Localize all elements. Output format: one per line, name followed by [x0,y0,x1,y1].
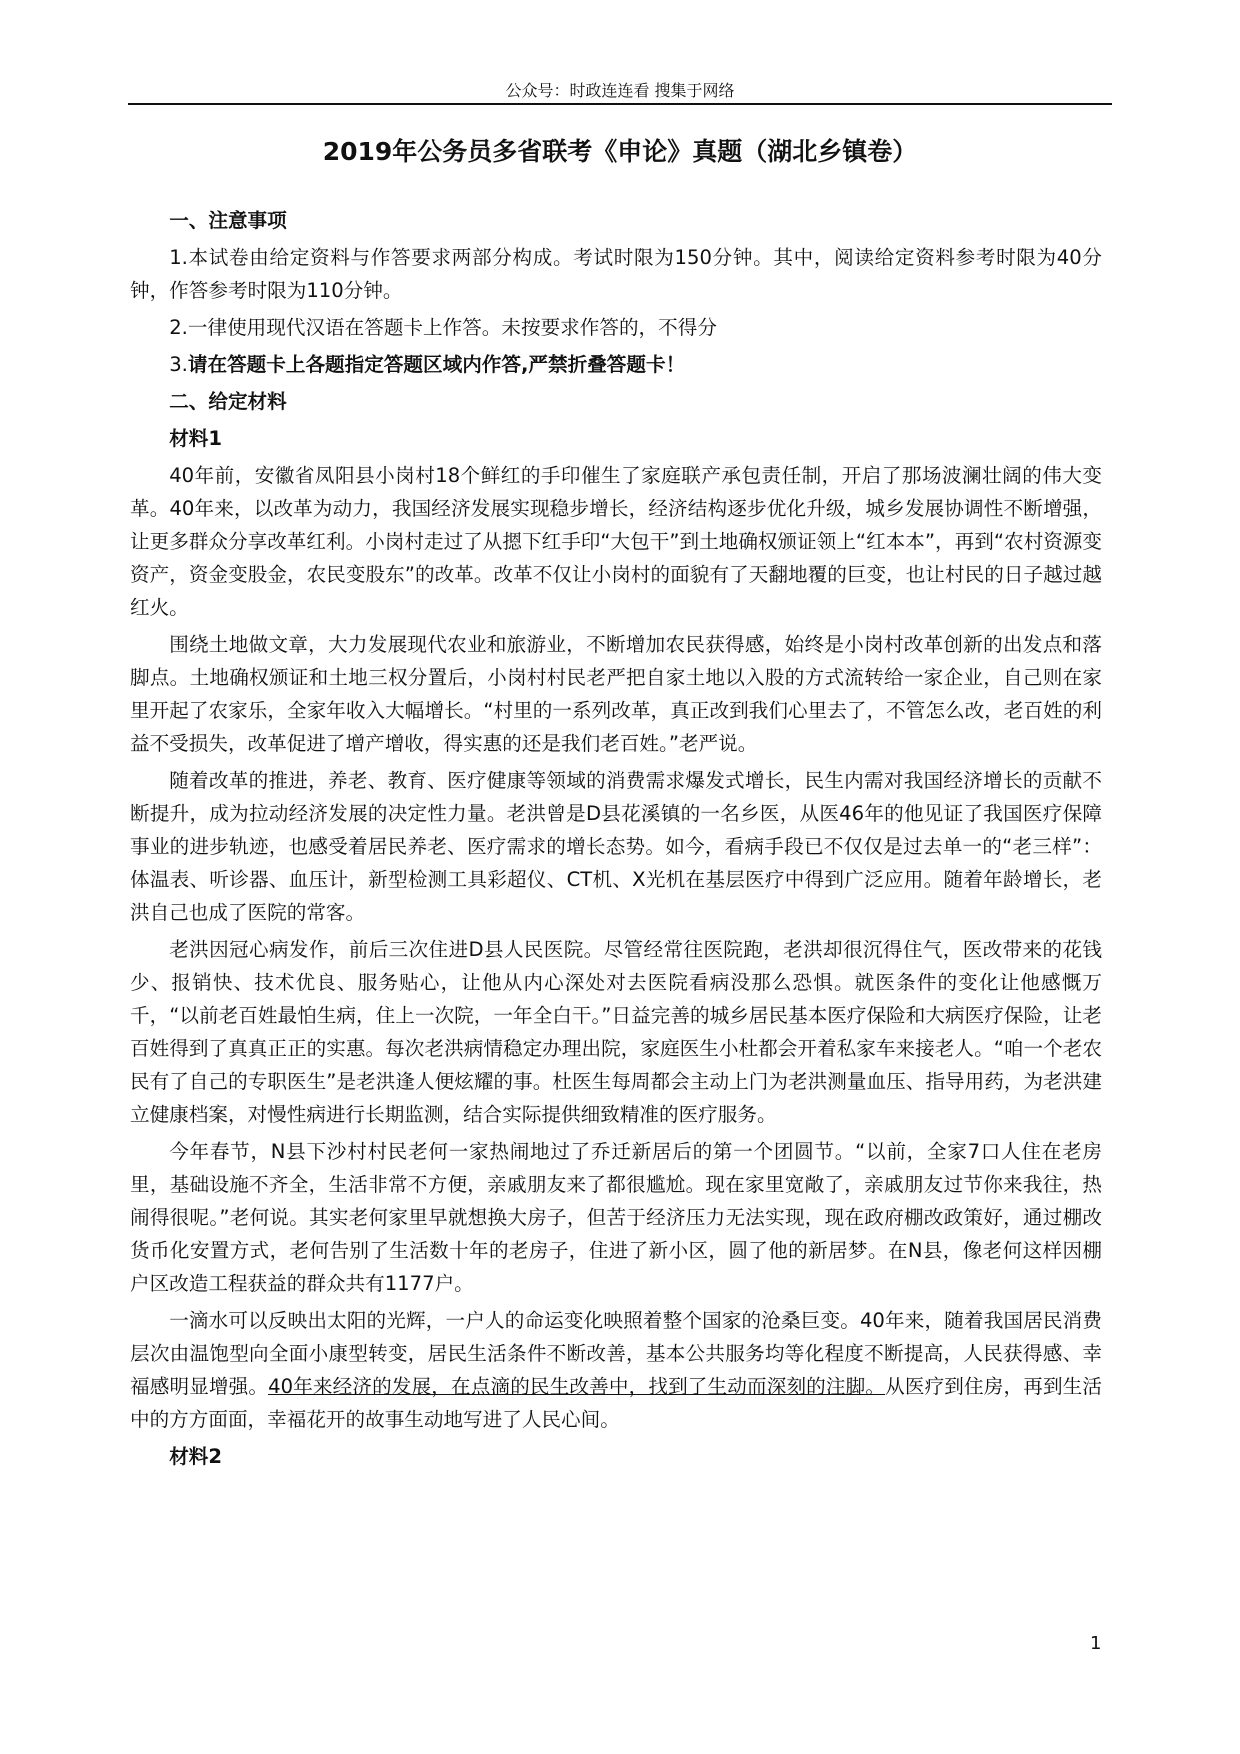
text: 一滴水可以反映出太阳的光辉，一户人的命运变化映照着整个国家的沧桑巨变。40年来，随着我国居民消费层次由温饱型向全面小康型转变，居民生活条件不断改善，基本公共服务均等化程度不断提高，人民获得感、幸福感明显增强。 [130,1309,1102,1398]
note-item-2: 2.一律使用现代汉语在答题卡上作答。未按要求作答的，不得分 [169,316,717,339]
document-body [130,204,1102,1477]
material-paragraph: 今年春节，N县下沙村村民老何一家热闹地过了乔迁新居后的第一个团圆节。“以前，全家7口人住在老房里，基础设施不齐全，生活非常不方便，亲戚朋友来了都很尴尬。现在家里宽敞了，亲戚朋友过节你来我往，热闹得很呢。”老何说。其实老何家里早就想换大房子，但苦于经济压力无法实现，现在政府棚改政策好，通过棚改货币化安置方式，老何告别了生活数十年的老房子，住进了新小区，圆了他的新居梦。在N县，像老何这样因棚户区改造工程获益的群众共有1177户。 [130,1140,1102,1295]
note-item-3-prefix: 3. [169,353,188,376]
note-item-3-text: 请在答题卡上各题指定答题区域内作答,严禁折叠答题卡！ [187,353,686,376]
material-paragraph: 40年前，安徽省凤阳县小岗村18个鲜红的手印催生了家庭联产承包责任制，开启了那场波澜壮阔的伟大变革。40年来，以改革为动力，我国经济发展实现稳步增长，经济结构逐步优化升级，城乡发展协调性不断增强，让更多群众分享改革红利。小岗村走过了从摁下红手印“大包干”到土地确权颁证领上“红本本”，再到“农村资源变资产，资金变股金，农民变股东”的改革。改革不仅让小岗村的面貌有了天翻地覆的巨变，也让村民的日子越过越红火。 [130,464,1102,619]
section-heading-materials: 二、给定材料 [169,390,287,413]
header-rule [128,103,1112,105]
underlined-text: 40年来经济的发展，在点滴的民生改善中，找到了生动而深刻的注脚。 [268,1375,886,1398]
section-heading-notes: 一、注意事项 [169,209,287,232]
note-item-1: 1.本试卷由给定资料与作答要求两部分构成。考试时限为150分钟。其中，阅读给定资料参考时限为40分钟，作答参考时限为110分钟。 [130,246,1102,302]
material-paragraph-last [130,1304,1102,1436]
text: 从医疗到住房，再到生活中的方方面面，幸福花开的故事生动地写进了人民心间。 [130,1375,1103,1431]
material-paragraph: 围绕土地做文章，大力发展现代农业和旅游业，不断增加农民获得感，始终是小岗村改革创新的出发点和落脚点。土地确权颁证和土地三权分置后，小岗村村民老严把自家土地以入股的方式流转给一家企业，自己则在家里开起了农家乐，全家年收入大幅增长。“村里的一系列改革，真正改到我们心里去了，不管怎么改，老百姓的利益不受损失，改革促进了增产增收，得实惠的还是我们老百姓。”老严说。 [130,633,1102,755]
material-1-label: 材料1 [169,427,223,450]
document-title: 2019年公务员多省联考《申论》真题（湖北乡镇卷） [322,137,918,166]
material-2-label: 材料2 [169,1445,223,1468]
material-paragraph: 老洪因冠心病发作，前后三次住进D县人民医院。尽管经常往医院跑，老洪却很沉得住气，医改带来的花钱少、报销快、技术优良、服务贴心，让他从内心深处对去医院看病没那么恐惧。就医条件的变化让他感慨万千，“以前老百姓最怕生病，住上一次院，一年全白干。”日益完善的城乡居民基本医疗保险和大病医疗保险，让老百姓得到了真真正正的实惠。每次老洪病情稳定办理出院，家庭医生小杜都会开着私家车来接老人。“咱一个老农民有了自己的专职医生”是老洪逢人便炫耀的事。杜医生每周都会主动上门为老洪测量血压、指导用药，为老洪建立健康档案，对慢性病进行长期监测，结合实际提供细致精准的医疗服务。 [130,938,1102,1126]
note-item-3 [130,348,1102,381]
page-number: 1 [1090,1633,1102,1654]
material-paragraph: 随着改革的推进，养老、教育、医疗健康等领域的消费需求爆发式增长，民生内需对我国经济增长的贡献不断提升，成为拉动经济发展的决定性力量。老洪曾是D县花溪镇的一名乡医，从医46年的他见证了我国医疗保障事业的进步轨迹，也感受着居民养老、医疗需求的增长态势。如今，看病手段已不仅仅是过去单一的“老三样”：体温表、听诊器、血压计，新型检测工具彩超仪、CT机、X光机在基层医疗中得到广泛应用。随着年龄增长，老洪自己也成了医院的常客。 [130,769,1102,924]
page-header: 公众号：时政连连看 搜集于网络 [505,81,735,100]
